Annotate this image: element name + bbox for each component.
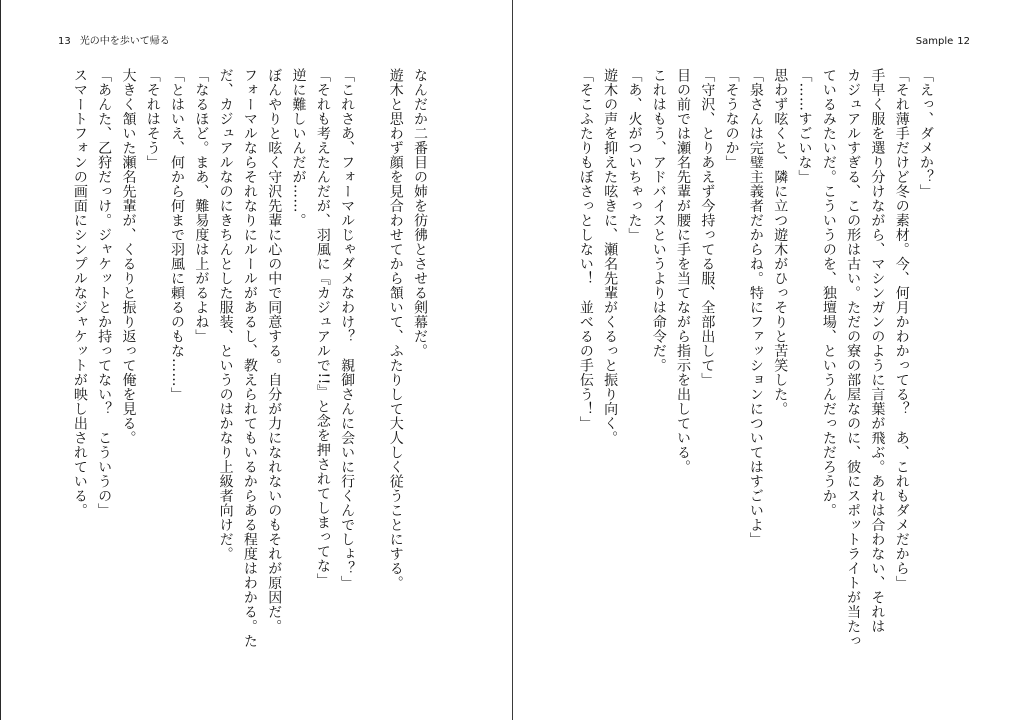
text-line: 「とはいえ、何から何まで羽風に頼るのもな……」: [169, 68, 186, 402]
text-line: 目の前では瀬名先輩が腰に手を当てながら指示を出している。: [675, 68, 692, 474]
right-running-head: [916, 36, 970, 48]
text-line: これはもう、アドバイスというよりは命令だ。: [650, 68, 667, 373]
text-line: 手早く服を選り分けながら、マシンガンのように言葉が飛ぶ。あれは合わない、それは: [869, 68, 886, 634]
text-line: 大きく頷いた瀬名先輩が、くるりと振り返って俺を見る。: [120, 68, 137, 445]
text-line: 「泉さんは完璧主義者だからね。特にファッションについてはすごいよ」: [747, 68, 764, 547]
text-line: 「これさあ、フォーマルじゃダメなわけ？ 親御さんに会いに行くんでしょ？」: [339, 68, 356, 590]
left-page-number: 13: [58, 36, 71, 47]
text-line: 遊木と思わず顔を見合わせてから頷いて、ふたりして大人しく従うことにする。: [387, 68, 404, 590]
text-line: なんだか二番目の姉を彷彿とさせる剣幕だ。: [412, 68, 428, 358]
text-line: [359, 68, 383, 538]
text-line: フォーマルならそれなりにルールがあるし、教えられてもいるからある程度はわかる。た: [241, 68, 258, 648]
text-line: カジュアルすぎる、この形は古い。ただの寮の部屋なのに、彼にスポットライトが当たっ: [845, 68, 862, 648]
text-line: ているみたいだ。こういうのを、独壇場、というんだっただろうか。: [820, 68, 837, 518]
text-line: 遊木の声を抑えた呟きに、瀬名先輩がくるっと振り向く。: [602, 68, 619, 445]
text-line: 「あ、火がついちゃった」: [626, 68, 643, 242]
left-body-text: [68, 68, 432, 648]
text-line: だ、カジュアルなのにきちんとした服装、というのはかなり上級者向けだ。: [217, 68, 234, 561]
text-line: 思わず呟くと、隣に立つ遊木がひっそりと苦笑した。: [772, 68, 789, 416]
text-line: ぼんやりと呟く守沢先輩に心の中で同意する。自分が力になれないのもそれが原因だ。: [266, 68, 283, 634]
left-running-head: [58, 36, 170, 48]
text-line: 逆に難しいんだが……。: [290, 68, 307, 228]
right-page: [513, 0, 1024, 720]
text-line: 「それも考えたんだが、羽風に『カジュアルで!!』と念を押されてしまってな」: [314, 68, 331, 588]
text-line: 「あんた、乙狩だっけ。ジャケットとか持ってない？ こういうの」: [96, 68, 113, 518]
page-edge: [0, 0, 1, 720]
text-line: 「そこふたりもぼさっとしない！ 並べるの手伝う！」: [577, 68, 594, 431]
text-line: 「なるほど。まあ、難易度は上がるよね」: [193, 68, 210, 344]
text-line: 「……すごいな」: [796, 68, 813, 184]
page-gutter: [512, 0, 513, 720]
right-page-number: 12: [957, 36, 970, 47]
sample-label: Sample: [915, 36, 954, 47]
text-line: スマートフォンの画面にシンプルなジャケットが映し出されている。: [71, 68, 88, 518]
text-line: 「えっ、ダメか？」: [918, 68, 934, 199]
text-line: 「それはそう」: [144, 68, 161, 170]
text-line: 「守沢、とりあえず今持ってる服、全部出して」: [699, 68, 716, 387]
chapter-title: 光の中を歩いて帰る: [79, 36, 170, 47]
right-body-text: [574, 68, 938, 648]
text-line: 「そうなのか」: [723, 68, 740, 170]
text-line: 「それ薄手だけど冬の素材。今、何月かわかってる？ あ、これもダメだから」: [893, 68, 910, 590]
